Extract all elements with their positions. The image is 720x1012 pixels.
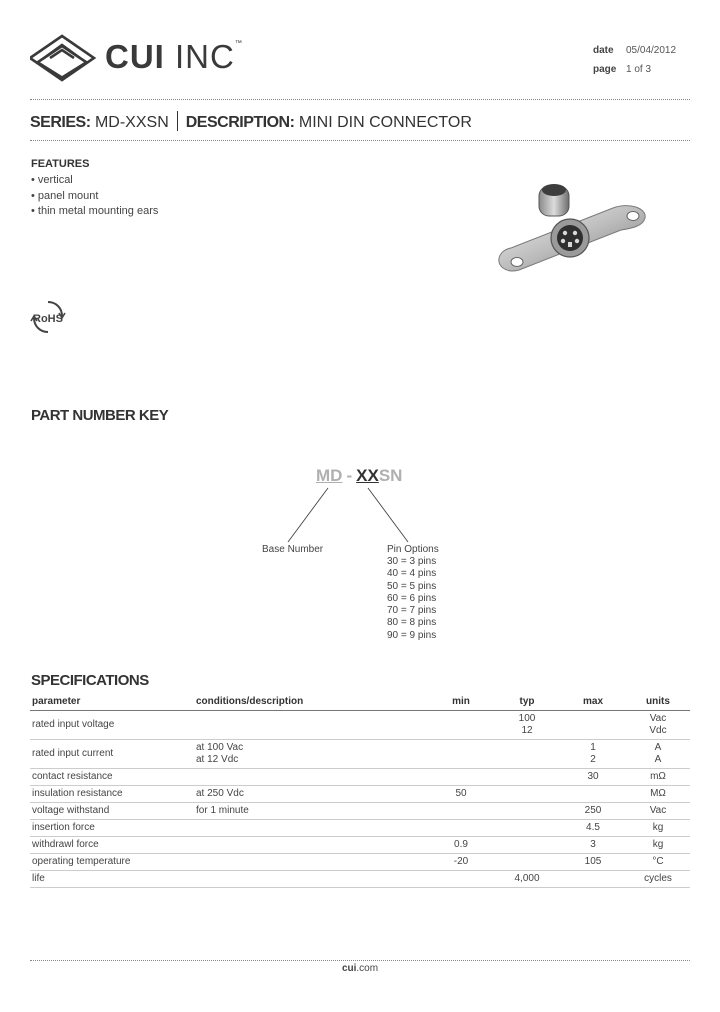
column-header: typ bbox=[494, 692, 560, 711]
table-row bbox=[30, 769, 690, 786]
date-value: 05/04/2012 bbox=[626, 45, 677, 56]
table-cell-parameter: operating temperature bbox=[30, 854, 194, 871]
cell-line: 1 bbox=[590, 742, 596, 753]
table-cell-min bbox=[428, 854, 494, 871]
cell-line: cycles bbox=[644, 873, 672, 884]
table-cell-typ bbox=[494, 740, 560, 769]
table-row bbox=[30, 871, 690, 888]
part-number-suffix: SN bbox=[378, 466, 403, 485]
pin-option: 60 = 6 pins bbox=[387, 592, 437, 604]
table-row bbox=[30, 711, 690, 740]
pin-options-leader-line bbox=[368, 488, 408, 542]
logo-bold-text: CUI bbox=[105, 38, 165, 75]
table-cell-units bbox=[626, 803, 690, 820]
footer-url-bold: cui bbox=[341, 963, 357, 974]
pin-option: 40 = 4 pins bbox=[387, 568, 437, 580]
cell-line bbox=[430, 873, 492, 885]
cell-line: 4,000 bbox=[514, 873, 540, 884]
table-row bbox=[30, 803, 690, 820]
cell-line bbox=[430, 822, 492, 834]
header-divider bbox=[30, 99, 690, 100]
table-row bbox=[30, 786, 690, 803]
table-cell-conditions bbox=[194, 820, 428, 837]
table-cell-parameter: contact resistance bbox=[30, 769, 194, 786]
table-cell-conditions bbox=[194, 837, 428, 854]
cell-line: at 250 Vdc bbox=[196, 788, 244, 799]
cell-line: for 1 minute bbox=[196, 805, 249, 816]
column-header: parameter bbox=[30, 692, 194, 711]
cell-line bbox=[496, 839, 558, 851]
pin-option: 80 = 8 pins bbox=[387, 617, 437, 629]
column-header: units bbox=[626, 692, 690, 711]
cell-line bbox=[196, 713, 426, 725]
series-separator bbox=[177, 111, 178, 131]
table-cell-conditions bbox=[194, 711, 428, 740]
part-number-dash: - bbox=[346, 466, 353, 485]
footer-divider bbox=[30, 960, 690, 961]
table-cell-max bbox=[560, 769, 626, 786]
feature-item: • vertical bbox=[31, 174, 73, 186]
cell-line bbox=[196, 725, 426, 737]
table-header-row bbox=[30, 692, 690, 711]
column-header: conditions/description bbox=[194, 692, 428, 711]
date-label: date bbox=[593, 45, 614, 56]
page-row bbox=[593, 64, 651, 75]
specifications-table bbox=[30, 692, 690, 888]
table-cell-parameter: life bbox=[30, 871, 194, 888]
rohs-mark-icon bbox=[30, 299, 66, 335]
cell-line: A bbox=[654, 754, 662, 765]
table-row bbox=[30, 820, 690, 837]
cell-line bbox=[562, 788, 624, 800]
table-cell-max bbox=[560, 803, 626, 820]
pin-options-title: Pin Options bbox=[387, 544, 439, 555]
footer-url-rest: .com bbox=[356, 963, 379, 974]
table-cell-parameter: withdrawl force bbox=[30, 837, 194, 854]
table-cell-max bbox=[560, 711, 626, 740]
series-bar bbox=[30, 111, 472, 132]
cell-line: Vdc bbox=[649, 725, 667, 736]
pin-option: 70 = 7 pins bbox=[387, 605, 437, 617]
cell-line: 4.5 bbox=[586, 822, 600, 833]
rohs-mark-text: RoHS bbox=[33, 313, 63, 325]
cell-line: mΩ bbox=[650, 771, 666, 782]
table-cell-units bbox=[626, 786, 690, 803]
cell-line: 0.9 bbox=[454, 839, 468, 850]
series-label: SERIES: bbox=[30, 114, 91, 131]
table-cell-min bbox=[428, 803, 494, 820]
table-cell-units bbox=[626, 711, 690, 740]
features-title: FEATURES bbox=[31, 158, 90, 170]
part-number-connector-lines bbox=[280, 486, 440, 546]
pin-options-list bbox=[387, 556, 436, 642]
feature-item: • thin metal mounting ears bbox=[31, 205, 159, 217]
cell-line: 100 bbox=[518, 713, 536, 724]
feature-item: • panel mount bbox=[31, 190, 99, 202]
cell-line bbox=[196, 856, 426, 868]
cell-line bbox=[196, 873, 426, 885]
specifications-title: SPECIFICATIONS bbox=[31, 672, 149, 689]
table-cell-typ bbox=[494, 711, 560, 740]
company-wordmark bbox=[105, 38, 243, 76]
table-cell-units bbox=[626, 740, 690, 769]
table-cell-typ bbox=[494, 820, 560, 837]
table-cell-min bbox=[428, 820, 494, 837]
table-row bbox=[30, 740, 690, 769]
table-cell-conditions bbox=[194, 803, 428, 820]
table-cell-min bbox=[428, 871, 494, 888]
table-cell-max bbox=[560, 837, 626, 854]
date-row bbox=[593, 45, 676, 56]
cell-line bbox=[430, 742, 492, 754]
table-cell-conditions bbox=[194, 854, 428, 871]
table-cell-units bbox=[626, 871, 690, 888]
cell-line: Vac bbox=[649, 713, 667, 724]
part-number-code bbox=[316, 466, 402, 486]
cell-line bbox=[430, 771, 492, 783]
page-value: 1 of 3 bbox=[626, 64, 652, 75]
cell-line bbox=[496, 771, 558, 783]
part-number-prefix: MD bbox=[316, 466, 343, 485]
table-cell-conditions bbox=[194, 871, 428, 888]
table-row bbox=[30, 837, 690, 854]
table-cell-parameter: rated input current bbox=[30, 740, 194, 769]
cell-line bbox=[430, 725, 492, 737]
cell-line: kg bbox=[652, 839, 664, 850]
pin-option: 30 = 3 pins bbox=[387, 556, 437, 567]
table-cell-conditions bbox=[194, 769, 428, 786]
cell-line bbox=[496, 742, 558, 754]
footer-url bbox=[0, 963, 720, 974]
table-cell-conditions bbox=[194, 786, 428, 803]
table-cell-typ bbox=[494, 803, 560, 820]
table-cell-parameter: insulation resistance bbox=[30, 786, 194, 803]
connector-product-image bbox=[495, 178, 655, 278]
cell-line: °C bbox=[652, 856, 664, 867]
table-cell-min bbox=[428, 740, 494, 769]
cell-line bbox=[430, 754, 492, 766]
part-number-key-title: PART NUMBER KEY bbox=[31, 407, 169, 424]
cell-line bbox=[430, 805, 492, 817]
cell-line bbox=[562, 873, 624, 885]
table-cell-units bbox=[626, 820, 690, 837]
pin-option: 90 = 9 pins bbox=[387, 629, 437, 641]
table-cell-min bbox=[428, 711, 494, 740]
logo-trademark: ™ bbox=[234, 40, 243, 47]
cell-line bbox=[196, 839, 426, 851]
base-number-leader-line bbox=[288, 488, 328, 542]
table-cell-typ bbox=[494, 871, 560, 888]
pin-option: 50 = 5 pins bbox=[387, 580, 437, 592]
description-label: DESCRIPTION: bbox=[185, 114, 295, 131]
part-number-variable: XX bbox=[356, 466, 379, 485]
cell-line bbox=[196, 771, 426, 783]
page-label: page bbox=[593, 64, 617, 75]
table-cell-typ bbox=[494, 854, 560, 871]
column-header: max bbox=[560, 692, 626, 711]
cell-line: 250 bbox=[584, 805, 602, 816]
series-divider bbox=[30, 140, 690, 141]
cell-line: at 12 Vdc bbox=[196, 754, 239, 765]
table-cell-min bbox=[428, 837, 494, 854]
cell-line: MΩ bbox=[650, 788, 666, 799]
table-row bbox=[30, 854, 690, 871]
series-value: MD-XXSN bbox=[94, 114, 169, 131]
cell-line: 3 bbox=[590, 839, 596, 850]
table-cell-typ bbox=[494, 837, 560, 854]
table-cell-max bbox=[560, 740, 626, 769]
cell-line bbox=[562, 713, 624, 725]
cell-line bbox=[196, 822, 426, 834]
cell-line: kg bbox=[652, 822, 664, 833]
cell-line bbox=[430, 713, 492, 725]
column-header: min bbox=[428, 692, 494, 711]
cell-line bbox=[496, 856, 558, 868]
cell-line bbox=[496, 822, 558, 834]
cell-line: at 100 Vac bbox=[196, 742, 244, 753]
table-cell-max bbox=[560, 820, 626, 837]
cell-line: 105 bbox=[584, 856, 602, 867]
table-cell-parameter: rated input voltage bbox=[30, 711, 194, 740]
table-cell-min bbox=[428, 786, 494, 803]
cell-line bbox=[496, 754, 558, 766]
table-cell-typ bbox=[494, 769, 560, 786]
table-cell-min bbox=[428, 769, 494, 786]
cell-line: 12 bbox=[521, 725, 533, 736]
table-cell-units bbox=[626, 854, 690, 871]
logo-light-text: INC bbox=[175, 38, 235, 75]
table-cell-typ bbox=[494, 786, 560, 803]
cell-line: 2 bbox=[590, 754, 596, 765]
cell-line: 30 bbox=[587, 771, 599, 782]
cell-line: Vac bbox=[649, 805, 667, 816]
cell-line: 50 bbox=[455, 788, 467, 799]
cell-line bbox=[562, 725, 624, 737]
table-cell-max bbox=[560, 854, 626, 871]
base-number-label: Base Number bbox=[262, 544, 324, 555]
cell-line bbox=[496, 805, 558, 817]
cell-line bbox=[496, 788, 558, 800]
table-cell-max bbox=[560, 871, 626, 888]
table-cell-conditions bbox=[194, 740, 428, 769]
description-value: MINI DIN CONNECTOR bbox=[298, 114, 472, 131]
table-cell-units bbox=[626, 769, 690, 786]
table-cell-max bbox=[560, 786, 626, 803]
table-cell-parameter: voltage withstand bbox=[30, 803, 194, 820]
cell-line: -20 bbox=[453, 856, 469, 867]
specifications-table-body bbox=[30, 711, 690, 888]
table-cell-units bbox=[626, 837, 690, 854]
cell-line: A bbox=[654, 742, 662, 753]
table-cell-parameter: insertion force bbox=[30, 820, 194, 837]
